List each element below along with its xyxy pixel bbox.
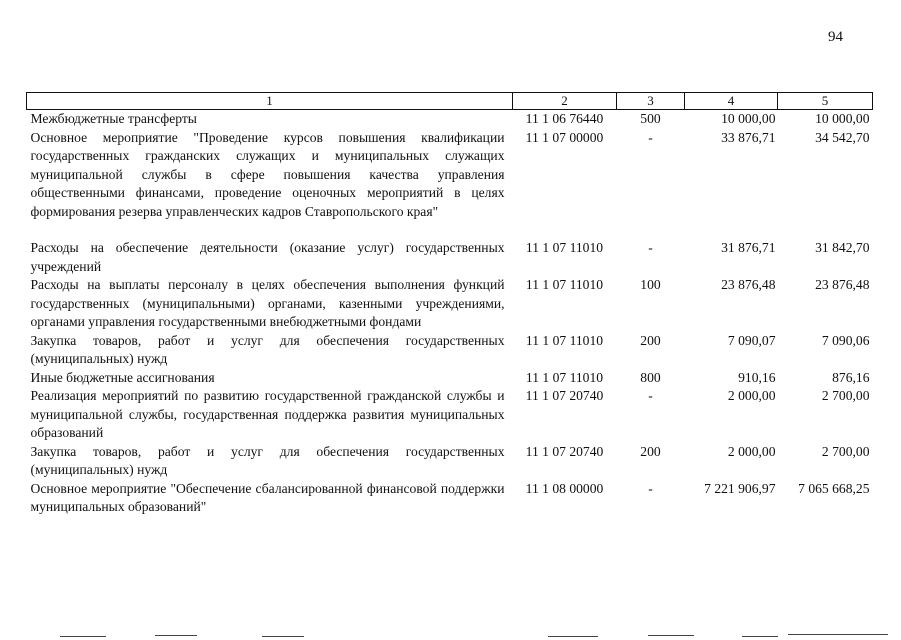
page-number: 94 — [828, 29, 843, 45]
column-header: 4 — [685, 93, 778, 110]
row-expense-type: 800 — [640, 369, 661, 385]
scan-mark — [548, 636, 598, 637]
table-row — [27, 110, 873, 129]
scan-mark — [60, 636, 106, 637]
row-name: Реализация мероприятий по развитию государственной гражданской службы и муниципальной службы, государственная поддержка развития муниципальных образований — [30, 388, 505, 440]
scan-mark — [788, 634, 888, 635]
row-value-5: 2 700,00 — [821, 388, 870, 403]
scan-mark — [262, 636, 304, 637]
row-value-4: 33 876,71 — [721, 129, 776, 145]
row-code: 11 1 08 00000 — [525, 480, 604, 496]
row-name: Закупка товаров, работ и услуг для обеспечения государственных (муниципальных) нужд — [30, 443, 505, 477]
row-value-5: 23 876,48 — [815, 277, 870, 292]
row-name: Расходы на обеспечение деятельности (оказание услуг) государственных учреждений — [30, 240, 505, 274]
row-code: 11 1 07 11010 — [525, 369, 604, 385]
table-row — [27, 332, 873, 369]
row-code: 11 1 07 11010 — [525, 240, 604, 255]
budget-table — [26, 92, 873, 517]
row-value-4: 910,16 — [738, 369, 776, 385]
row-name: Закупка товаров, работ и услуг для обеспечения государственных (муниципальных) нужд — [30, 332, 505, 366]
table-row — [27, 443, 873, 480]
row-expense-type: 200 — [640, 443, 661, 459]
scan-mark — [648, 635, 694, 636]
row-code: 11 1 07 00000 — [525, 129, 604, 145]
scan-artifacts — [0, 626, 901, 640]
table-row — [27, 129, 873, 240]
row-value-5: 34 542,70 — [815, 129, 870, 145]
column-header: 1 — [27, 93, 513, 110]
table-row — [27, 480, 873, 517]
row-expense-type: - — [648, 129, 653, 145]
row-name: Расходы на выплаты персоналу в целях обеспечения выполнения функций государственных (муниципальными) органами, казенными учреждениями, органами управления государственными внебюджетными фондами — [30, 277, 505, 329]
scan-mark — [155, 635, 197, 636]
row-value-5: 7 090,06 — [821, 332, 870, 348]
row-value-5: 2 700,00 — [821, 443, 870, 459]
column-header: 5 — [778, 93, 873, 110]
table-header-row — [27, 93, 873, 110]
row-value-4: 2 000,00 — [727, 443, 776, 459]
row-value-4: 23 876,48 — [721, 277, 776, 292]
row-code: 11 1 06 76440 — [525, 111, 604, 126]
row-name: Межбюджетные трансферты — [30, 111, 197, 126]
row-value-5: 31 842,70 — [815, 240, 870, 255]
row-expense-type: 100 — [640, 277, 661, 292]
table-row — [27, 239, 873, 276]
column-header: 2 — [513, 93, 617, 110]
row-value-5: 876,16 — [832, 369, 870, 385]
row-expense-type: 200 — [640, 332, 661, 348]
row-value-4: 7 090,07 — [727, 332, 776, 348]
row-code: 11 1 07 11010 — [525, 332, 604, 348]
row-value-4: 2 000,00 — [727, 388, 776, 403]
table-row — [27, 387, 873, 443]
row-name: Основное мероприятие "Проведение курсов повышения квалификации государственных гражданских служащих и муниципальных служащих муниципальной службы в сфере повышения качества управления общественными финансами, проведение оценочных мероприятий в целях формирования резерва управленческих кадров Ставропольского края" — [30, 129, 505, 219]
row-value-4: 31 876,71 — [721, 240, 776, 255]
table-row — [27, 369, 873, 388]
row-expense-type: - — [648, 388, 653, 403]
row-value-5: 10 000,00 — [815, 111, 870, 126]
row-value-5: 7 065 668,25 — [798, 480, 870, 496]
row-code: 11 1 07 11010 — [525, 277, 604, 292]
row-code: 11 1 07 20740 — [525, 388, 604, 403]
row-value-4: 10 000,00 — [721, 111, 776, 126]
row-expense-type: - — [648, 240, 653, 255]
row-expense-type: 500 — [640, 111, 661, 126]
table-row — [27, 276, 873, 332]
row-name: Основное мероприятие "Обеспечение сбалансированной финансовой поддержки муниципальных образований" — [30, 480, 505, 514]
row-code: 11 1 07 20740 — [525, 443, 604, 459]
row-name: Иные бюджетные ассигнования — [30, 369, 215, 385]
row-expense-type: - — [648, 480, 653, 496]
scan-mark — [742, 636, 778, 637]
row-value-4: 7 221 906,97 — [704, 480, 776, 496]
column-header: 3 — [617, 93, 685, 110]
